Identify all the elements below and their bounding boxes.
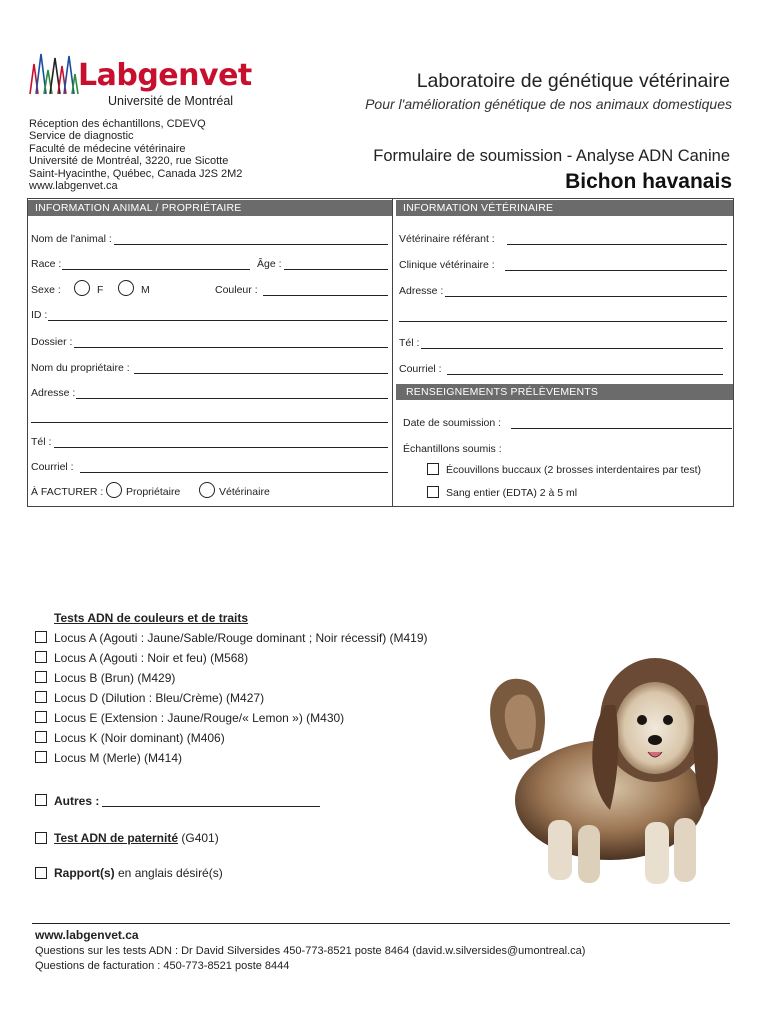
billing-label: À FACTURER : [31,486,104,498]
submission-date-label: Date de soumission : [403,417,502,429]
billing-vet-radio[interactable] [199,482,215,498]
vet-address-field[interactable] [445,296,727,297]
test-checkbox[interactable] [35,671,47,683]
owner-email-label: Courriel : [31,461,74,473]
other-checkbox[interactable] [35,794,47,806]
paternity-code: (G401) [178,831,219,845]
submission-date-field[interactable] [511,428,732,429]
file-label: Dossier : [31,336,73,348]
logo-university: Université de Montréal [108,94,234,108]
page-subtitle: Pour l'amélioration génétique de nos animaux domestiques [365,96,732,112]
test-label: Locus D (Dilution : Bleu/Crème) (M427) [54,691,265,705]
color-label: Couleur : [215,284,258,296]
blood-label: Sang entier (EDTA) 2 à 5 ml [446,487,578,499]
address-website: www.labgenvet.ca [29,180,118,193]
color-field[interactable] [263,295,388,296]
owner-address-label: Adresse : [31,387,76,399]
test-checkbox[interactable] [35,691,47,703]
address-line: Université de Montréal, 3220, rue Sicotte [29,155,229,168]
vet-email-label: Courriel : [399,363,442,375]
animal-name-label: Nom de l'animal : [31,233,112,245]
sex-m-label: M [141,284,150,296]
breed-field[interactable] [62,269,250,270]
other-label: Autres : [54,794,100,808]
samples-label: Échantillons soumis : [403,443,502,455]
owner-name-label: Nom du propriétaire : [31,362,130,374]
tests-title: Tests ADN de couleurs et de traits [54,611,249,625]
other-field[interactable] [102,806,320,807]
address-line: Saint-Hyacinthe, Québec, Canada J2S 2M2 [29,167,243,180]
report-title: Rapport(s) [54,866,115,880]
paternity-checkbox[interactable] [35,832,47,844]
footer-website[interactable]: www.labgenvet.ca [35,928,139,942]
sex-f-label: F [97,284,104,296]
vet-address-field-2[interactable] [399,321,727,322]
owner-phone-field[interactable] [54,447,388,448]
age-label: Âge : [257,258,282,270]
vet-phone-field[interactable] [421,348,723,349]
address-line: Réception des échantillons, CDEVQ [29,118,206,130]
referring-vet-label: Vétérinaire référant : [399,233,495,245]
owner-phone-label: Tél : [31,436,52,448]
billing-owner-radio[interactable] [106,482,122,498]
dog-photo [470,650,730,890]
test-label: Locus A (Agouti : Noir et feu) (M568) [54,651,249,665]
form-divider [392,198,393,507]
section-header-samples: RENSEIGNEMENTS PRÉLÈVEMENTS [396,384,733,400]
swab-checkbox[interactable] [427,463,439,475]
billing-vet-label: Vétérinaire [219,486,270,498]
sex-label: Sexe : [31,284,61,296]
form-title: Formulaire de soumission - Analyse ADN Canine [373,147,730,165]
age-field[interactable] [284,269,388,270]
clinic-field[interactable] [505,270,727,271]
referring-vet-field[interactable] [507,244,727,245]
id-label: ID : [31,309,48,321]
paternity-label [54,831,219,845]
breed-label: Race : [31,258,62,270]
owner-email-field[interactable] [80,472,388,473]
page-title: Laboratoire de génétique vétérinaire [416,70,730,92]
vet-phone-label: Tél : [399,337,420,349]
test-checkbox[interactable] [35,651,47,663]
clinic-label: Clinique vétérinaire : [399,259,495,271]
vet-address-label: Adresse : [399,285,444,297]
address-line: Faculté de médecine vétérinaire [29,142,186,155]
test-checkbox[interactable] [35,711,47,723]
file-field[interactable] [74,347,388,348]
section-header-animal: INFORMATION ANIMAL / PROPRIÉTAIRE [28,200,392,216]
owner-name-field[interactable] [134,373,388,374]
blood-checkbox[interactable] [427,486,439,498]
report-rest: en anglais désiré(s) [114,866,223,880]
paternity-title: Test ADN de paternité [54,831,179,845]
test-checkbox[interactable] [35,631,47,643]
test-label: Locus A (Agouti : Jaune/Sable/Rouge dominant ; Noir récessif) (M419) [54,631,428,645]
report-label [54,866,223,880]
animal-name-field[interactable] [114,244,388,245]
sex-m-radio[interactable] [118,280,134,296]
lab-address [29,118,242,192]
report-checkbox[interactable] [35,867,47,879]
billing-owner-label: Propriétaire [126,486,181,498]
id-field[interactable] [48,320,388,321]
swab-label: Écouvillons buccaux (2 brosses interdentaires par test) [446,464,702,476]
logo [28,48,252,112]
breed-title: Bichon havanais [565,170,732,193]
test-checkbox[interactable] [35,731,47,743]
logo-wordmark: Labgenvet [78,58,252,93]
test-label: Locus B (Brun) (M429) [54,671,176,685]
footer-rule [32,923,730,924]
footer-questions-billing: Questions de facturation : 450-773-8521 poste 8444 [35,960,290,972]
section-header-vet: INFORMATION VÉTÉRINAIRE [396,200,733,216]
owner-address-field-2[interactable] [31,422,388,423]
test-checkbox[interactable] [35,751,47,763]
test-label: Locus E (Extension : Jaune/Rouge/« Lemon ») (M430) [54,711,345,725]
sex-f-radio[interactable] [74,280,90,296]
test-label: Locus M (Merle) (M414) [54,751,183,765]
owner-address-field[interactable] [76,398,388,399]
dna-chromatogram-icon [28,50,80,96]
footer-questions-tests: Questions sur les tests ADN : Dr David Silversides 450-773-8521 poste 8464 (david.w.silversides@umontreal.ca) [35,945,586,957]
address-line: Service de diagnostic [29,130,134,143]
test-label: Locus K (Noir dominant) (M406) [54,731,225,745]
vet-email-field[interactable] [447,374,723,375]
